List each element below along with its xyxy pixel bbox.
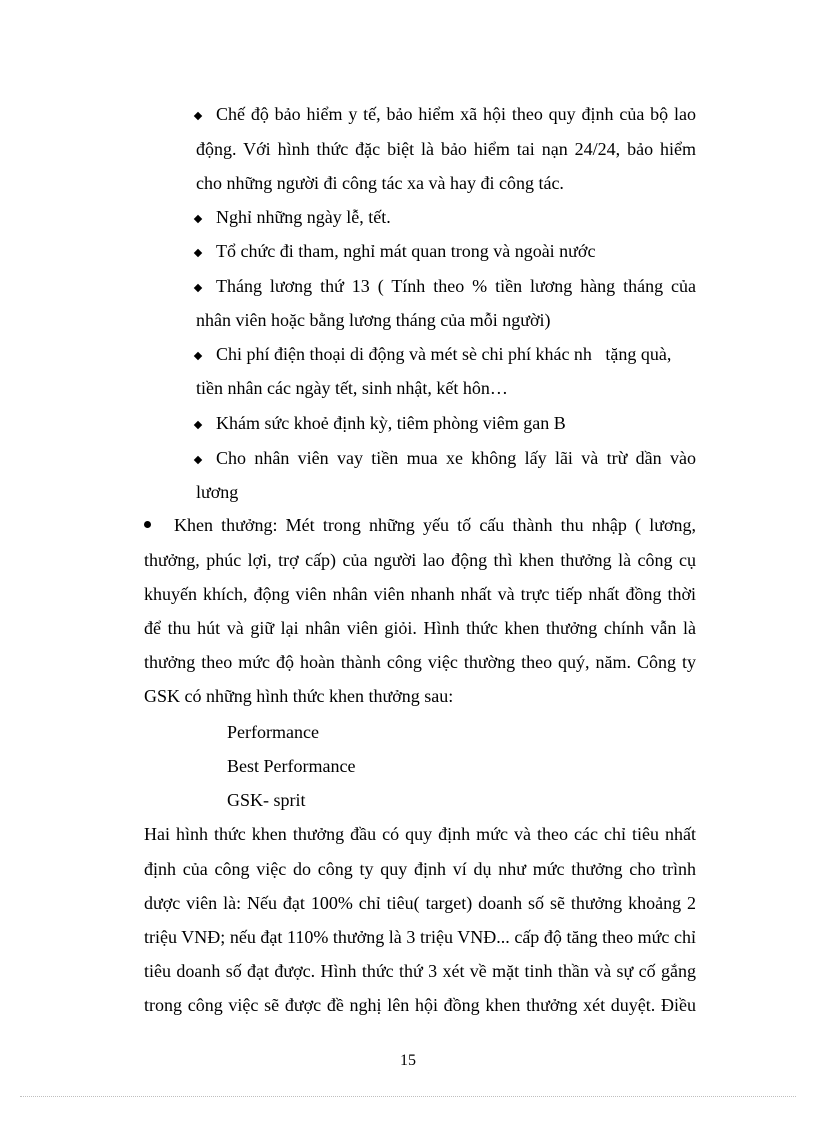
khen-thuong-line-5: thưởng theo mức độ hoàn thành công việc thường theo quý, năm. Công ty	[144, 652, 696, 672]
final-paragraph-line-4: triệu VNĐ; nếu đạt 110% thưởng là 3 triệu VNĐ... cấp độ tăng theo mức chỉ	[144, 927, 696, 947]
khen-thuong-line-6: GSK có những hình thức khen thưởng sau:	[144, 686, 454, 706]
bullet-5-line-1: Chi phí điện thoại di động và mét sè chi phí khác nh tặng quà,	[216, 344, 672, 364]
diamond-bullet-icon	[194, 456, 202, 464]
round-bullet-icon	[144, 521, 151, 528]
final-paragraph-line-2: định của công việc do công ty quy định ví dụ như mức thưởng cho trình	[144, 859, 696, 879]
award-type-item: GSK- sprit	[227, 790, 306, 810]
bullet-2-line-1: Nghỉ những ngày lễ, tết.	[216, 207, 391, 227]
bullet-7-line-1: Cho nhân viên vay tiền mua xe không lấy lãi và trừ dần vào	[216, 448, 696, 468]
final-paragraph-line-5: tiêu doanh số đạt được. Hình thức thứ 3 xét về mặt tinh thần và sự cố gắng	[144, 961, 696, 981]
final-paragraph-line-1: Hai hình thức khen thưởng đầu có quy định mức và theo các chỉ tiêu nhất	[144, 824, 696, 844]
khen-thuong-line-2: thưởng, phúc lợi, trợ cấp) của người lao động thì khen thưởng là công cụ	[144, 550, 696, 570]
diamond-bullet-icon	[194, 215, 202, 223]
bullet-5-line-2: tiền nhân các ngày tết, sinh nhật, kết hôn…	[196, 378, 508, 398]
bullet-1-line-2: động. Với hình thức đặc biệt là bảo hiểm tai nạn 24/24, bảo hiểm	[196, 139, 696, 159]
khen-thuong-line-1: Khen thưởng: Mét trong những yếu tố cấu thành thu nhập ( lương,	[174, 515, 696, 535]
award-type-item: Performance	[227, 722, 319, 742]
bullet-3-line-1: Tổ chức đi tham, nghỉ mát quan trong và ngoài nước	[216, 241, 596, 261]
final-paragraph-line-6: trong công việc sẽ được đề nghị lên hội đồng khen thưởng xét duyệt. Điều	[144, 995, 696, 1015]
bullet-1-line-3: cho những người đi công tác xa và hay đi công tác.	[196, 173, 564, 193]
award-type-item: Best Performance	[227, 756, 356, 776]
diamond-bullet-icon	[194, 284, 202, 292]
page-bottom-divider	[20, 1096, 796, 1097]
page-number: 15	[400, 1052, 416, 1069]
bullet-7-line-2: lương	[196, 482, 239, 502]
bullet-4-line-1: Tháng lương thứ 13 ( Tính theo % tiền lương hàng tháng của	[216, 276, 696, 296]
final-paragraph-line-3: dược viên là: Nếu đạt 100% chỉ tiêu( target) doanh số sẽ thưởng khoảng 2	[144, 893, 696, 913]
bullet-6-line-1: Khám sức khoẻ định kỳ, tiêm phòng viêm gan B	[216, 413, 566, 433]
diamond-bullet-icon	[194, 352, 202, 360]
bullet-4-line-2: nhân viên hoặc bằng lương tháng của mỗi người)	[196, 310, 551, 330]
diamond-bullet-icon	[194, 249, 202, 257]
khen-thuong-line-3: khuyến khích, động viên nhân viên nhanh nhất và trực tiếp nhất đồng thời	[144, 584, 696, 604]
bullet-1-line-1: Chế độ bảo hiểm y tế, bảo hiểm xã hội theo quy định của bộ lao	[216, 104, 696, 124]
khen-thuong-line-4: để thu hút và giữ lại nhân viên giỏi. Hình thức khen thưởng chính vẫn là	[144, 618, 696, 638]
diamond-bullet-icon	[194, 421, 202, 429]
diamond-bullet-icon	[194, 112, 202, 120]
